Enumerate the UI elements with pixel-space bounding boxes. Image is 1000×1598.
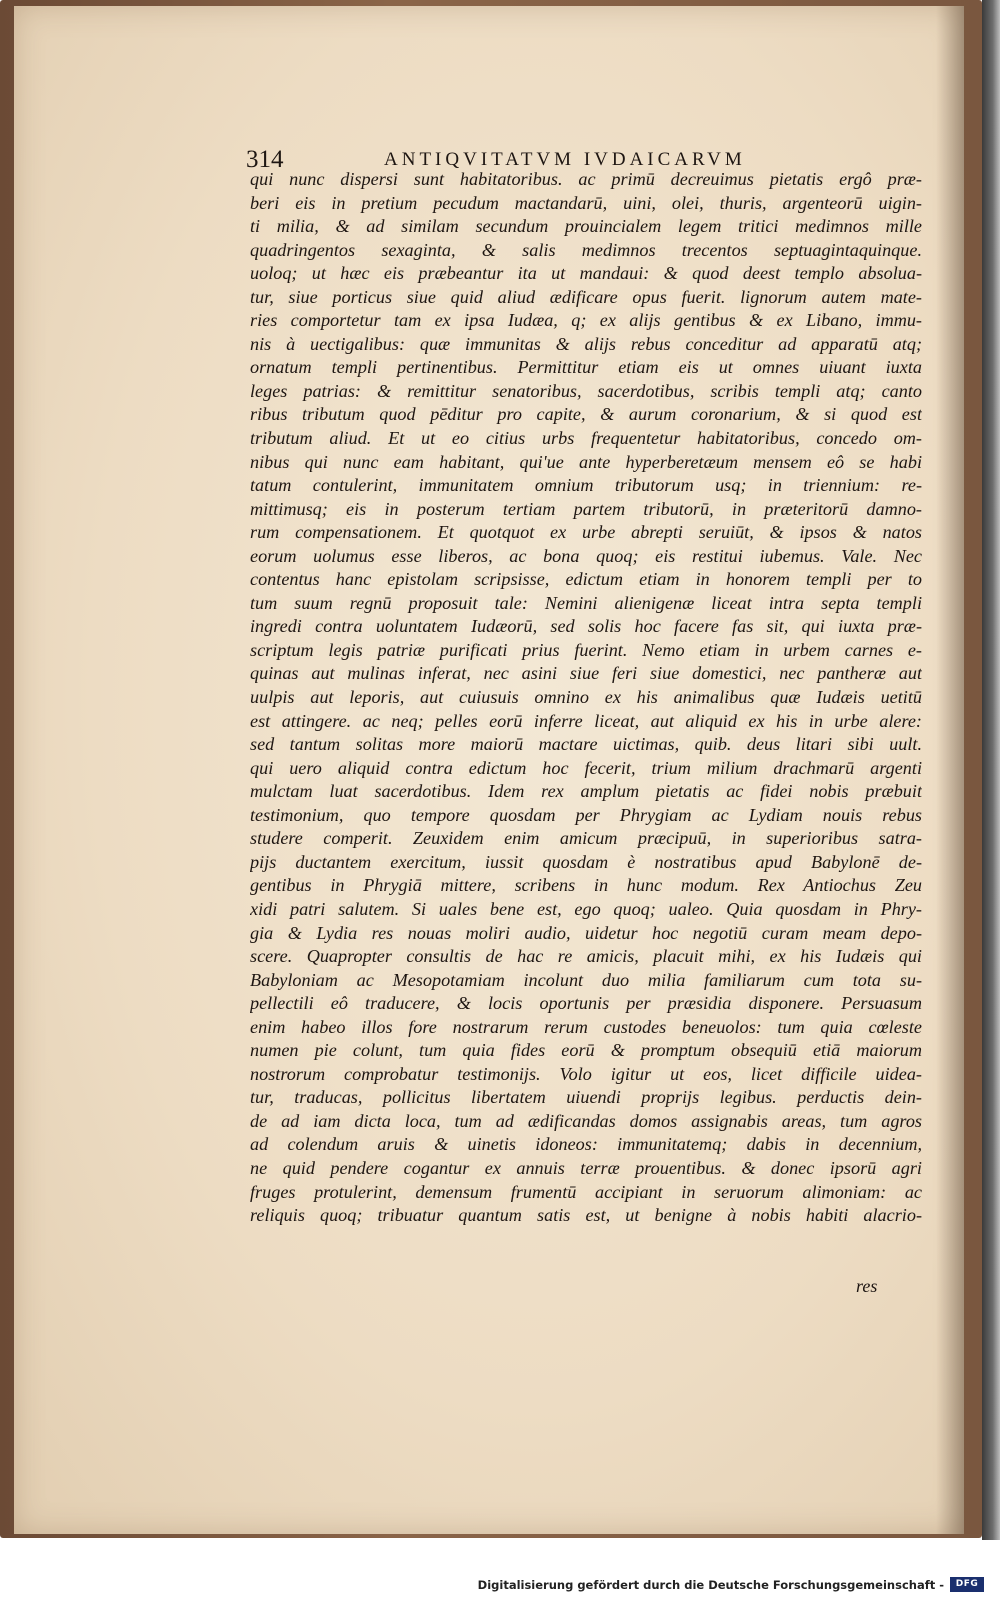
text-line: scriptum legis patriæ purificati prius fuerint. Nemo etiam in urbem carnes e- <box>250 639 922 660</box>
text-line: tatum contulerint, immunitatem omnium tributorum usq; in triennium: re- <box>250 475 922 496</box>
text-line: de ad iam dicta loca, tum ad ædificandas domos assignabis areas, tum agros <box>250 1110 922 1131</box>
text-line: quinas aut mulinas inferat, nec asini siue feri siue domestici, nec pantheræ aut <box>250 663 922 684</box>
text-line: ti milia, & ad similam secundum prouincialem legem tritici medimnos mille <box>250 216 922 237</box>
text-line: ingredi contra uoluntatem Iudæorū, sed solis hoc facere fas sit, qui iuxta præ- <box>250 616 922 637</box>
text-line: gia & Lydia res nouas moliri audio, uidetur hoc negotiū curam meam depo- <box>250 922 922 943</box>
text-line: testimonium, quo tempore quosdam per Phrygiam ac Lydiam nouis rebus <box>250 804 922 825</box>
text-line: nostrorum comprobatur testimonijs. Volo igitur ut eos, licet difficile uidea- <box>250 1063 922 1084</box>
text-line: Babyloniam ac Mesopotamiam incolunt duo milia familiarum cum tota su- <box>250 969 922 990</box>
text-line: tur, siue porticus siue quid aliud ædificare opus fuerit. lignorum autem mate- <box>250 286 922 307</box>
text-line: pijs ductantem exercitum, iussit quosdam è nostratibus apud Babylonē de- <box>250 851 922 872</box>
text-line: uulpis aut leporis, aut cuiusuis omnino ex his animalibus quæ Iudæis uetitū <box>250 687 922 708</box>
text-line: tributum aliud. Et ut eo citius urbs frequentetur habitatoribus, concedo om- <box>250 428 922 449</box>
text-line: sed tantum solitas more maiorū mactare uictimas, quib. deus litari sibi uult. <box>250 734 922 755</box>
catchword: res <box>856 1276 878 1296</box>
text-line: uoloq; ut hæc eis præbeantur ita ut mandaui: & quod deest templo absolua- <box>250 263 922 284</box>
text-line: ornatum templi pertinentibus. Permittitur etiam eis ut omnes uiuant iuxta <box>250 357 922 378</box>
text-line: studere comperit. Zeuxidem enim amicum præcipuū, in superioribus satra- <box>250 828 922 849</box>
text-line: ad colendum aruis & uinetis idoneos: immunitatemq; dabis in decennium, <box>250 1134 922 1155</box>
text-line: ne quid pendere cogantur ex annuis terræ prouentibus. & donec ipsorū agri <box>250 1157 922 1178</box>
text-line: reliquis quoq; tribuatur quantum satis est, ut benigne à nobis habiti alacrio- <box>250 1205 922 1226</box>
body-text <box>250 168 922 1228</box>
text-line: enim habeo illos fore nostrarum rerum custodes beneuolos: tum quia cœleste <box>250 1016 922 1037</box>
funding-credit: Digitalisierung gefördert durch die Deutsche Forschungsgemeinschaft - <box>477 1578 944 1592</box>
text-line: eorum uolumus esse liberos, ac bona quoq; eis restitui iubemus. Vale. Nec <box>250 545 922 566</box>
text-line: ribus tributum quod pēditur pro capite, & aurum coronarium, & si quod est <box>250 404 922 425</box>
text-line: ries comportetur tam ex ipsa Iudæa, q; ex alijs gentibus & ex Libano, immu- <box>250 310 922 331</box>
page-gutter-shadow <box>936 6 964 1534</box>
dfg-logo: DFG <box>950 1577 984 1592</box>
text-line: mittimusq; eis in posterum tertiam partem tributorū, in præteritorū damno- <box>250 498 922 519</box>
text-line: nis à uectigalibus: quæ immunitas & alijs rebus conceditur ad apparatū atq; <box>250 333 922 354</box>
text-line: quadringentos sexaginta, & salis medimnos trecentos septuagintaquinque. <box>250 239 922 260</box>
text-line: rum compensationem. Et quotquot ex urbe abrepti seruiūt, & ipsos & natos <box>250 522 922 543</box>
text-line: beri eis in pretium pecudum mactandarū, uini, olei, thuris, argenteorū uigin- <box>250 192 922 213</box>
text-line: xidi patri salutem. Si uales bene est, ego quoq; ualeo. Quia quosdam in Phry- <box>250 898 922 919</box>
text-line: mulctam luat sacerdotibus. Idem rex amplum pietatis ac fidei nobis præbuit <box>250 781 922 802</box>
text-line: pellectili eô traducere, & locis oportunis per præsidia disponere. Persuasum <box>250 993 922 1014</box>
running-title: ANTIQVITATVM IVDAICARVM <box>384 149 746 170</box>
scan-right-edge <box>982 0 1000 1540</box>
text-line: est attingere. ac neq; pelles eorū inferre liceat, aut aliquid ex his in urbe alere: <box>250 710 922 731</box>
text-line: tum suum regnū proposuit tale: Nemini alienigenæ liceat intra septa templi <box>250 592 922 613</box>
text-line: leges patrias: & remittitur senatoribus, sacerdotibus, scribis templi atq; canto <box>250 380 922 401</box>
text-line: nibus qui nunc eam habitant, qui'ue ante hyperberetæum mensem eô se habi <box>250 451 922 472</box>
text-line: tur, traducas, pollicitus libertatem uiuendi proprijs legibus. perductis dein- <box>250 1087 922 1108</box>
page-number: 314 <box>246 146 284 173</box>
text-line: scere. Quapropter consultis de hac re amicis, placuit mihi, ex his Iudæis qui <box>250 946 922 967</box>
text-line: qui nunc dispersi sunt habitatoribus. ac primū decreuimus pietatis ergô præ- <box>250 169 922 189</box>
text-line: numen pie colunt, tum quia fides eorū & promptum obsequiū etiā maiorum <box>250 1040 922 1061</box>
text-line: qui uero aliquid contra edictum hoc fecerit, trium milium drachmarū argenti <box>250 757 922 778</box>
text-line: gentibus in Phrygiā mittere, scribens in hunc modum. Rex Antiochus Zeu <box>250 875 922 896</box>
text-line: fruges protulerint, demensum frumentū accipiant in seruorum alimoniam: ac <box>250 1181 922 1202</box>
digitization-footer <box>0 1575 1000 1598</box>
text-line: contentus hanc epistolam scripsisse, edictum etiam in honorem templi per to <box>250 569 922 590</box>
